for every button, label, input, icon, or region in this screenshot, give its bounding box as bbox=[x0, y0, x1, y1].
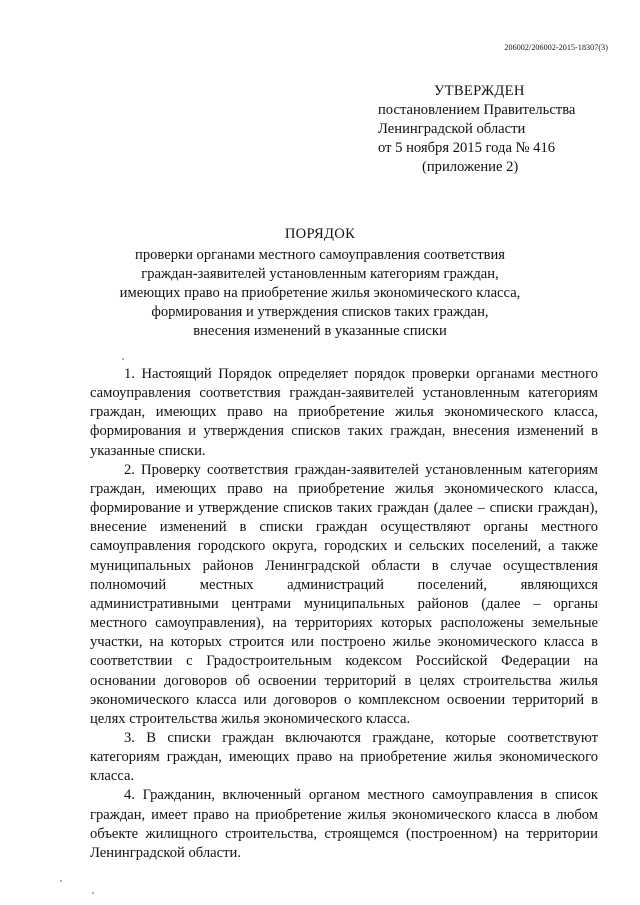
approval-heading: УТВЕРЖДЕН bbox=[434, 83, 525, 99]
approval-line-4: (приложение 2) bbox=[422, 159, 519, 175]
approval-line-2: Ленинградской области bbox=[378, 121, 526, 137]
paragraph-3: 3. В списки граждан включаются граждане, которые соответствуют категориям граждан, имеющих право на приобретение жилья экономического класса. bbox=[90, 729, 598, 785]
paragraph-4: 4. Гражданин, включенный органом местного самоуправления в список граждан, имеет право на приобретение жилья экономического класса в любом объекте жилищного строительства, строящемся (построенном) на территории Ленинградской области. bbox=[90, 787, 598, 861]
title-line: формирования и утверждения списков таких граждан, bbox=[151, 304, 489, 320]
scan-speck bbox=[92, 892, 94, 894]
title-line: граждан-заявителей установленным категориям граждан, bbox=[141, 266, 499, 282]
approval-stamp bbox=[378, 82, 618, 177]
title-line: внесения изменений в указанные списки bbox=[193, 323, 447, 339]
title-line: имеющих право на приобретение жилья экономического класса, bbox=[119, 285, 521, 301]
scan-speck bbox=[122, 358, 124, 360]
title-line: проверки органами местного самоуправления соответствия bbox=[135, 247, 505, 263]
scan-speck bbox=[60, 880, 62, 882]
paragraph-1: 1. Настоящий Порядок определяет порядок проверки органами местного самоуправления соответствия граждан-заявителей установленным категориям граждан, имеющих право на приобретение жилья экономического класса, формирования и утверждения списков таких граждан, внесения изменений в указанные списки. bbox=[90, 366, 598, 459]
approval-line-3: от 5 ноября 2015 года № 416 bbox=[378, 140, 556, 156]
paragraph-2: 2. Проверку соответствия граждан-заявителей установленным категориям граждан, имеющих право на приобретение жилья экономического класса, формирование и утверждение списков таких граждан (далее – списки граждан), внесение изменений в списки граждан осуществляют органы местного самоуправления городского округа, городских и сельских поселений, а также муниципальных районов Ленинградской области в случае осуществления полномочий местных администраций поселений, являющихся административными центрами муниципальных районов (далее – органы местного самоуправления), на территориях которых расположены земельные участки, на которых строится или построено жилье экономического класса в соответствии с Градостроительным кодексом Российской Федерации на основании договоров об освоении территорий в целях строительства жилья экономического класса или договоров о комплексном освоении территорий в целях строительства жилья экономического класса. bbox=[90, 461, 598, 727]
document-number: 206002/206002-2015-18307(3) bbox=[504, 43, 608, 52]
title-main: ПОРЯДОК bbox=[284, 226, 356, 242]
document-title bbox=[80, 225, 560, 341]
approval-line-1: постановлением Правительства bbox=[378, 102, 576, 118]
document-body bbox=[90, 365, 598, 863]
